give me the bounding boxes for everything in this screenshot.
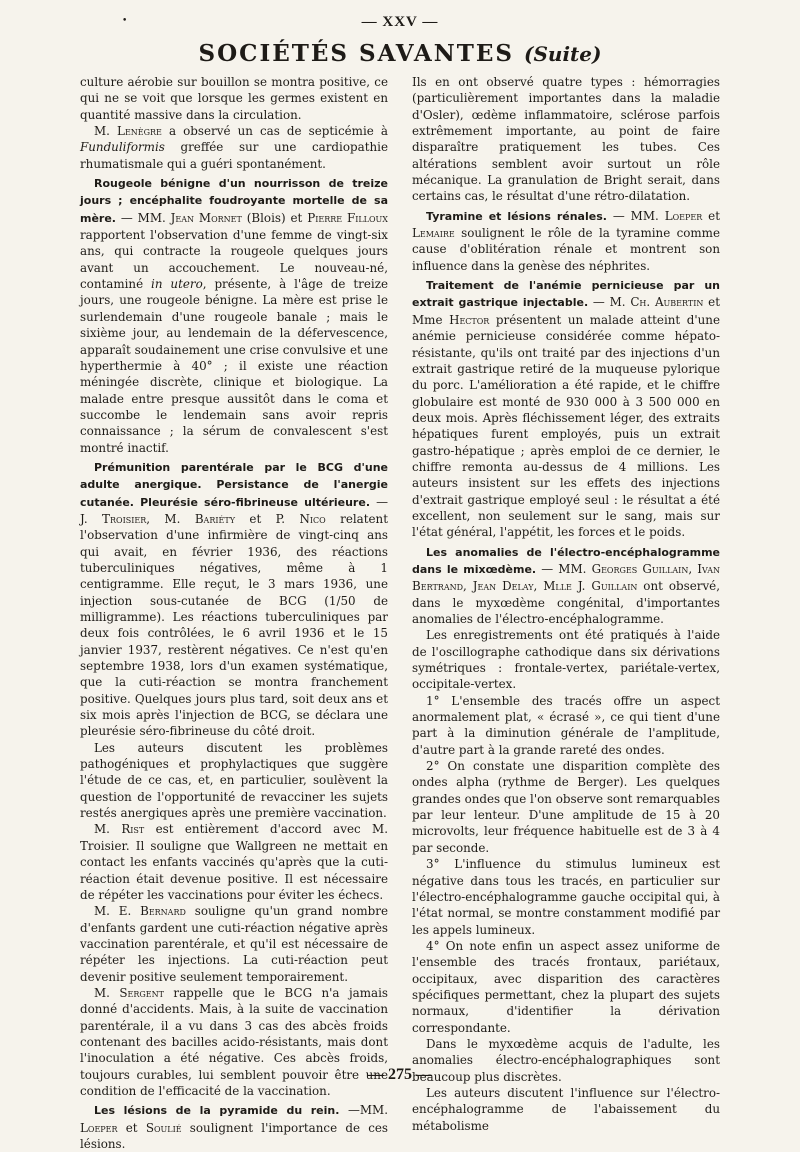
- section-paragraph: Rougeole bénigne d'un nourrisson de treize jours ; encéphalite foudroyante mortelle de sa mère. — MM. Jean Mornet (Blois) et Pierre Filloux rapportent l'observation d'une femme de vingt-six ans, qui contracte la rougeole quelques jours avant un accouchement. Le nouveau-né, contaminé in utero, présente, à l'âge de treize jours, une rougeole bénigne. La mère est prise le surlendemain d'une rougeole banale ; mais le sixième jour, au lendemain de la défervescence, apparaît soudainement une crise convulsive et une hyperthermie à 40° ; il existe une réaction méningée discrète, clinique et biologique. La malade entre presque aussitôt dans le coma et succombe le lendemain sans avoir repris connaissance ; la sérum de convalescent s'est montré inactif.: [80, 177, 388, 455]
- right-column: [412, 74, 720, 1133]
- page-number: — 275 —: [368, 1066, 432, 1083]
- author-name: Jean Mornet: [170, 210, 242, 225]
- author-name: M. Sergent: [94, 985, 164, 1000]
- paragraph: Ils en ont observé quatre types : hémorragies (particulièrement importantes dans la maladie d'Osler), œdème inflammatoire, sclérose parfois extrêmement importante, au point de faire disparaître pratiquement les tubes. Ces altérations semblent avoir surtout un rôle mécanique. La granulation de Bright serait, dans certains cas, le résultat d'une rétro-dilatation.: [412, 75, 720, 204]
- author-name: P. Nico: [275, 511, 326, 526]
- section-paragraph: Traitement de l'anémie pernicieuse par un extrait gastrique injectable. — M. Ch. Aubertin et Mme Hector présentent un malade atteint d'une anémie pernicieuse considérée comme hépato-résistante, qu'ils ont traité par des injections d'un extrait gastrique retiré de la muqueuse pylorique du porc. L'amélioration a été rapide, et le chiffre globulaire est monté de 930 000 à 3 500 000 en deux mois. Après fléchissement léger, des extraits hépatiques furent employés, puis un extrait gastro-hépatique ; après emploi de ce dernier, le chiffre remonta au-dessus de 4 millions. Les auteurs insistent sur les effets des injections d'extrait gastrique employé seul : le résultat a été excellent, non seulement sur le sang, mais sur l'état général, l'appétit, les forces et le poids.: [412, 279, 720, 540]
- paragraph: M. E. Bernard souligne qu'un grand nombre d'enfants gardent une cuti-réaction négative après vaccination parentérale, et qu'il est nécessaire de répéter les injections. La cuti-réaction peut devenir positive seulement temporairement.: [80, 904, 388, 984]
- section-heading: Prémunition parentérale par le BCG d'une adulte anergique. Persistance de l'anergie cutanée. Pleurésie séro-fibrineuse ultérieure.: [80, 460, 388, 509]
- section-heading: Les anomalies de l'électro-encéphalogramme dans le mixœdème.: [412, 545, 720, 576]
- section-heading: Tyramine et lésions rénales.: [426, 209, 607, 223]
- author-name: M. Rist: [94, 822, 145, 837]
- paragraph: culture aérobie sur bouillon se montra positive, ce qui ne se voit que lorsque les germes existent en quantité massive dans la circulation.: [80, 75, 388, 122]
- paragraph: M. Sergent rappelle que le BCG n'a jamais donné d'accidents. Mais, à la suite de vaccination parentérale, il a vu dans 3 cas des abcès froids contenant des bacilles acido-résistants, mais dont l'inoculation a été négative. Ces abcès froids, toujours curables, lui semblent pouvoir être une condition de l'efficacité de la vaccination.: [80, 985, 388, 1098]
- author-name: Soulié: [145, 1120, 182, 1135]
- paragraph: Dans le myxœdème acquis de l'adulte, les anomalies électro-encéphalographiques sont beaucoup plus discrètes.: [412, 1036, 720, 1084]
- numbered-paragraph: 1° L'ensemble des tracés offre un aspect anormalement plat, « écrasé », ce qui tient d'une part à la diminution générale de l'amplitude, d'autre part à la grande rareté des ondes.: [412, 693, 720, 757]
- running-title-suite: (Suite): [524, 42, 602, 66]
- running-title-text: SOCIÉTÉS SAVANTES: [198, 40, 514, 67]
- section-heading: Les lésions de la pyramide du rein.: [94, 1104, 340, 1118]
- section-paragraph: Tyramine et lésions rénales. — MM. Loeper et Lemaire soulignent le rôle de la tyramine comme cause d'oblitération rénale et montrent son influence dans la genèse des néphrites.: [412, 208, 720, 273]
- running-title: [0, 40, 800, 67]
- author-name: Hector: [449, 312, 490, 327]
- author-name: Georges Guillain, Ivan Bertrand, Jean Delay, Mlle J. Guillain: [412, 561, 720, 594]
- numbered-paragraph: 4° On note enfin un aspect assez uniforme de l'ensemble des tracés frontaux, pariétaux, occipitaux, avec disparition des caractères spécifiques permettant, chez la plupart des sujets normaux, d'identifier la dérivation correspondante.: [412, 938, 720, 1035]
- author-name: Loeper: [664, 208, 703, 223]
- author-name: J. Troisier, M. Bariéty: [80, 511, 235, 526]
- print-speck: •: [122, 16, 128, 26]
- section-paragraph: Les anomalies de l'électro-encéphalogramme dans le mixœdème. — MM. Georges Guillain, Ivan Bertrand, Jean Delay, Mlle J. Guillain ont observé, dans le myxœdème congénital, d'importantes anomalies de l'électro-encéphalogramme.: [412, 545, 720, 626]
- section-paragraph: Les lésions de la pyramide du rein. —MM. Loeper et Soulié soulignent l'importance de ces lésions.: [80, 1103, 388, 1151]
- author-name: M. Lenègre: [94, 124, 162, 139]
- taxon-name: Funduliformis: [80, 140, 165, 155]
- paragraph: Les enregistrements ont été pratiqués à l'aide de l'oscillographe cathodique dans six dérivations symétriques : frontale-vertex, pariétale-vertex, occipitale-vertex.: [412, 628, 720, 692]
- section-heading: Rougeole bénigne d'un nourrisson de treize jours ; encéphalite foudroyante mortelle de sa mère.: [80, 177, 388, 225]
- numbered-paragraph: 2° On constate une disparition complète des ondes alpha (rythme de Berger). Les quelques grandes ondes que l'on observe sont remarquables par leur lenteur. D'une amplitude de 15 à 20 microvolts, leur fréquence habituelle est de 3 à 4 par seconde.: [412, 759, 720, 855]
- paragraph: Les auteurs discutent l'influence sur l'électro-encéphalogramme de l'abaissement du métabolisme: [412, 1085, 720, 1133]
- numbered-paragraph: 3° L'influence du stimulus lumineux est négative dans tous les tracés, en particulier sur l'électro-encéphalogramme gauche occipital qui, à l'état normal, se montre constamment modifié par les appels lumineux.: [412, 857, 720, 937]
- paragraph: M. Lenègre a observé un cas de septicémie à Funduliformis greffée sur une cardiopathie rhumatismale qui a guéri spontanément.: [80, 124, 388, 171]
- author-name: Lemaire: [412, 226, 455, 241]
- author-name: Pierre Filloux: [307, 210, 388, 225]
- latin-term: in utero: [151, 277, 203, 292]
- paragraph: Les auteurs discutent les problèmes pathogéniques et prophylactiques que suggère l'étude de ce cas, et, en particulier, soulèvent la question de l'opportunité de revacciner les sujets restés anergiques après une première vaccination.: [80, 740, 388, 821]
- author-name: M. E. Bernard: [94, 904, 186, 919]
- paragraph: M. Rist est entièrement d'accord avec M. Troisier. Il souligne que Wallgreen ne mettait en contact les enfants vaccinés qu'après que la cuti-réaction était devenue positive. Il est nécessaire de répéter les vaccinations pour éviter les échecs.: [80, 822, 388, 902]
- author-name: Ch. Aubertin: [630, 295, 704, 310]
- section-paragraph: Prémunition parentérale par le BCG d'une adulte anergique. Persistance de l'anergie cutanée. Pleurésie séro-fibrineuse ultérieure. — J. Troisier, M. Bariéty et P. Nico relatent l'observation d'une infirmière de vingt-cinq ans qui avait, en février 1936, des réactions tuberculiniques négatives, même à 1 centigramme. Elle reçut, le 3 mars 1936, une injection sous-cutanée de BCG (1/50 de milligramme). Les réactions tuberculiniques par deux fois contrôlées, le 6 avril 1936 et le 15 janvier 1937, restèrent négatives. Ce n'est qu'en septembre 1938, lors d'un examen systématique, que la cuti-réaction se montra franchement positive. Quelques jours plus tard, soit deux ans et six mois après l'injection de BCG, se déclara une pleurésie séro-fibrineuse du côté droit.: [80, 460, 388, 739]
- left-column: [80, 74, 388, 1151]
- author-name: Loeper: [80, 1120, 118, 1135]
- section-heading: Traitement de l'anémie pernicieuse par un extrait gastrique injectable.: [412, 279, 720, 310]
- roman-page-number: — XXV —: [361, 14, 439, 30]
